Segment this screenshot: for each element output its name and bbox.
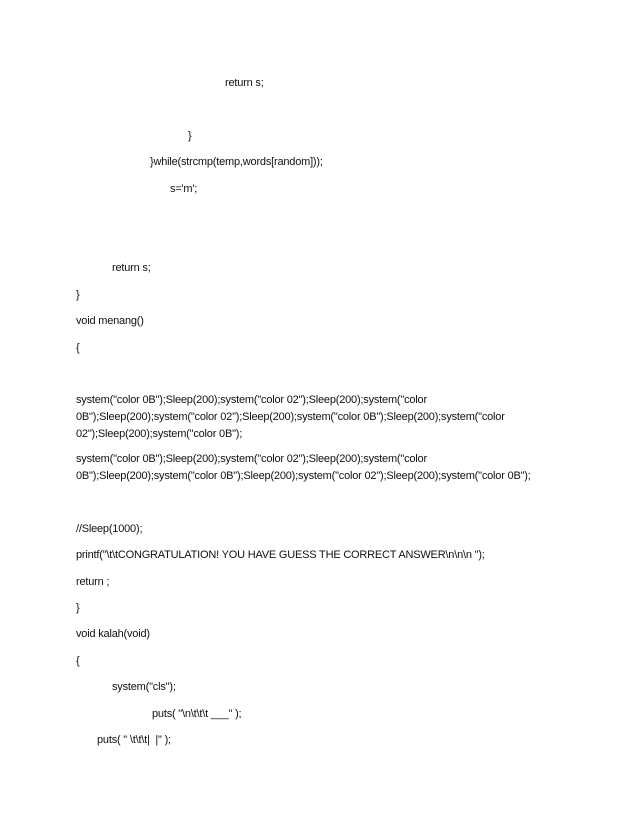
code-line: //Sleep(1000); (76, 523, 143, 535)
code-line: void menang() (76, 315, 144, 327)
code-line: printf("\t\tCONGRATULATION! YOU HAVE GUESS THE CORRECT ANSWER\n\n\n "); (76, 549, 485, 561)
code-line: puts( "\n\t\t\t ___" ); (152, 708, 242, 720)
code-line: { (76, 655, 80, 667)
code-line: return ; (76, 576, 110, 588)
code-line: 02");Sleep(200);system("color 0B"); (76, 428, 243, 440)
code-line: }while(strcmp(temp,words[random])); (150, 156, 323, 168)
code-line: } (76, 289, 80, 301)
code-line: return s; (225, 77, 264, 89)
code-line: { (76, 342, 80, 354)
code-line: s='m'; (170, 183, 198, 195)
code-line: } (188, 130, 192, 142)
code-line: system("color 0B");Sleep(200);system("color 02");Sleep(200);system("color (76, 394, 427, 406)
code-line: 0B");Sleep(200);system("color 02");Sleep(200);system("color 0B");Sleep(200);system("color (76, 411, 505, 423)
code-line: system("color 0B");Sleep(200);system("color 02");Sleep(200);system("color (76, 453, 427, 465)
code-line: puts( " \t\t\t| |" ); (97, 734, 171, 746)
code-line: 0B");Sleep(200);system("color 0B");Sleep(200);system("color 02");Sleep(200);system("color 0B"); (76, 470, 531, 482)
code-line: return s; (112, 262, 151, 274)
code-line: } (76, 602, 80, 614)
code-line: void kalah(void) (76, 628, 150, 640)
code-line: system("cls"); (112, 681, 176, 693)
